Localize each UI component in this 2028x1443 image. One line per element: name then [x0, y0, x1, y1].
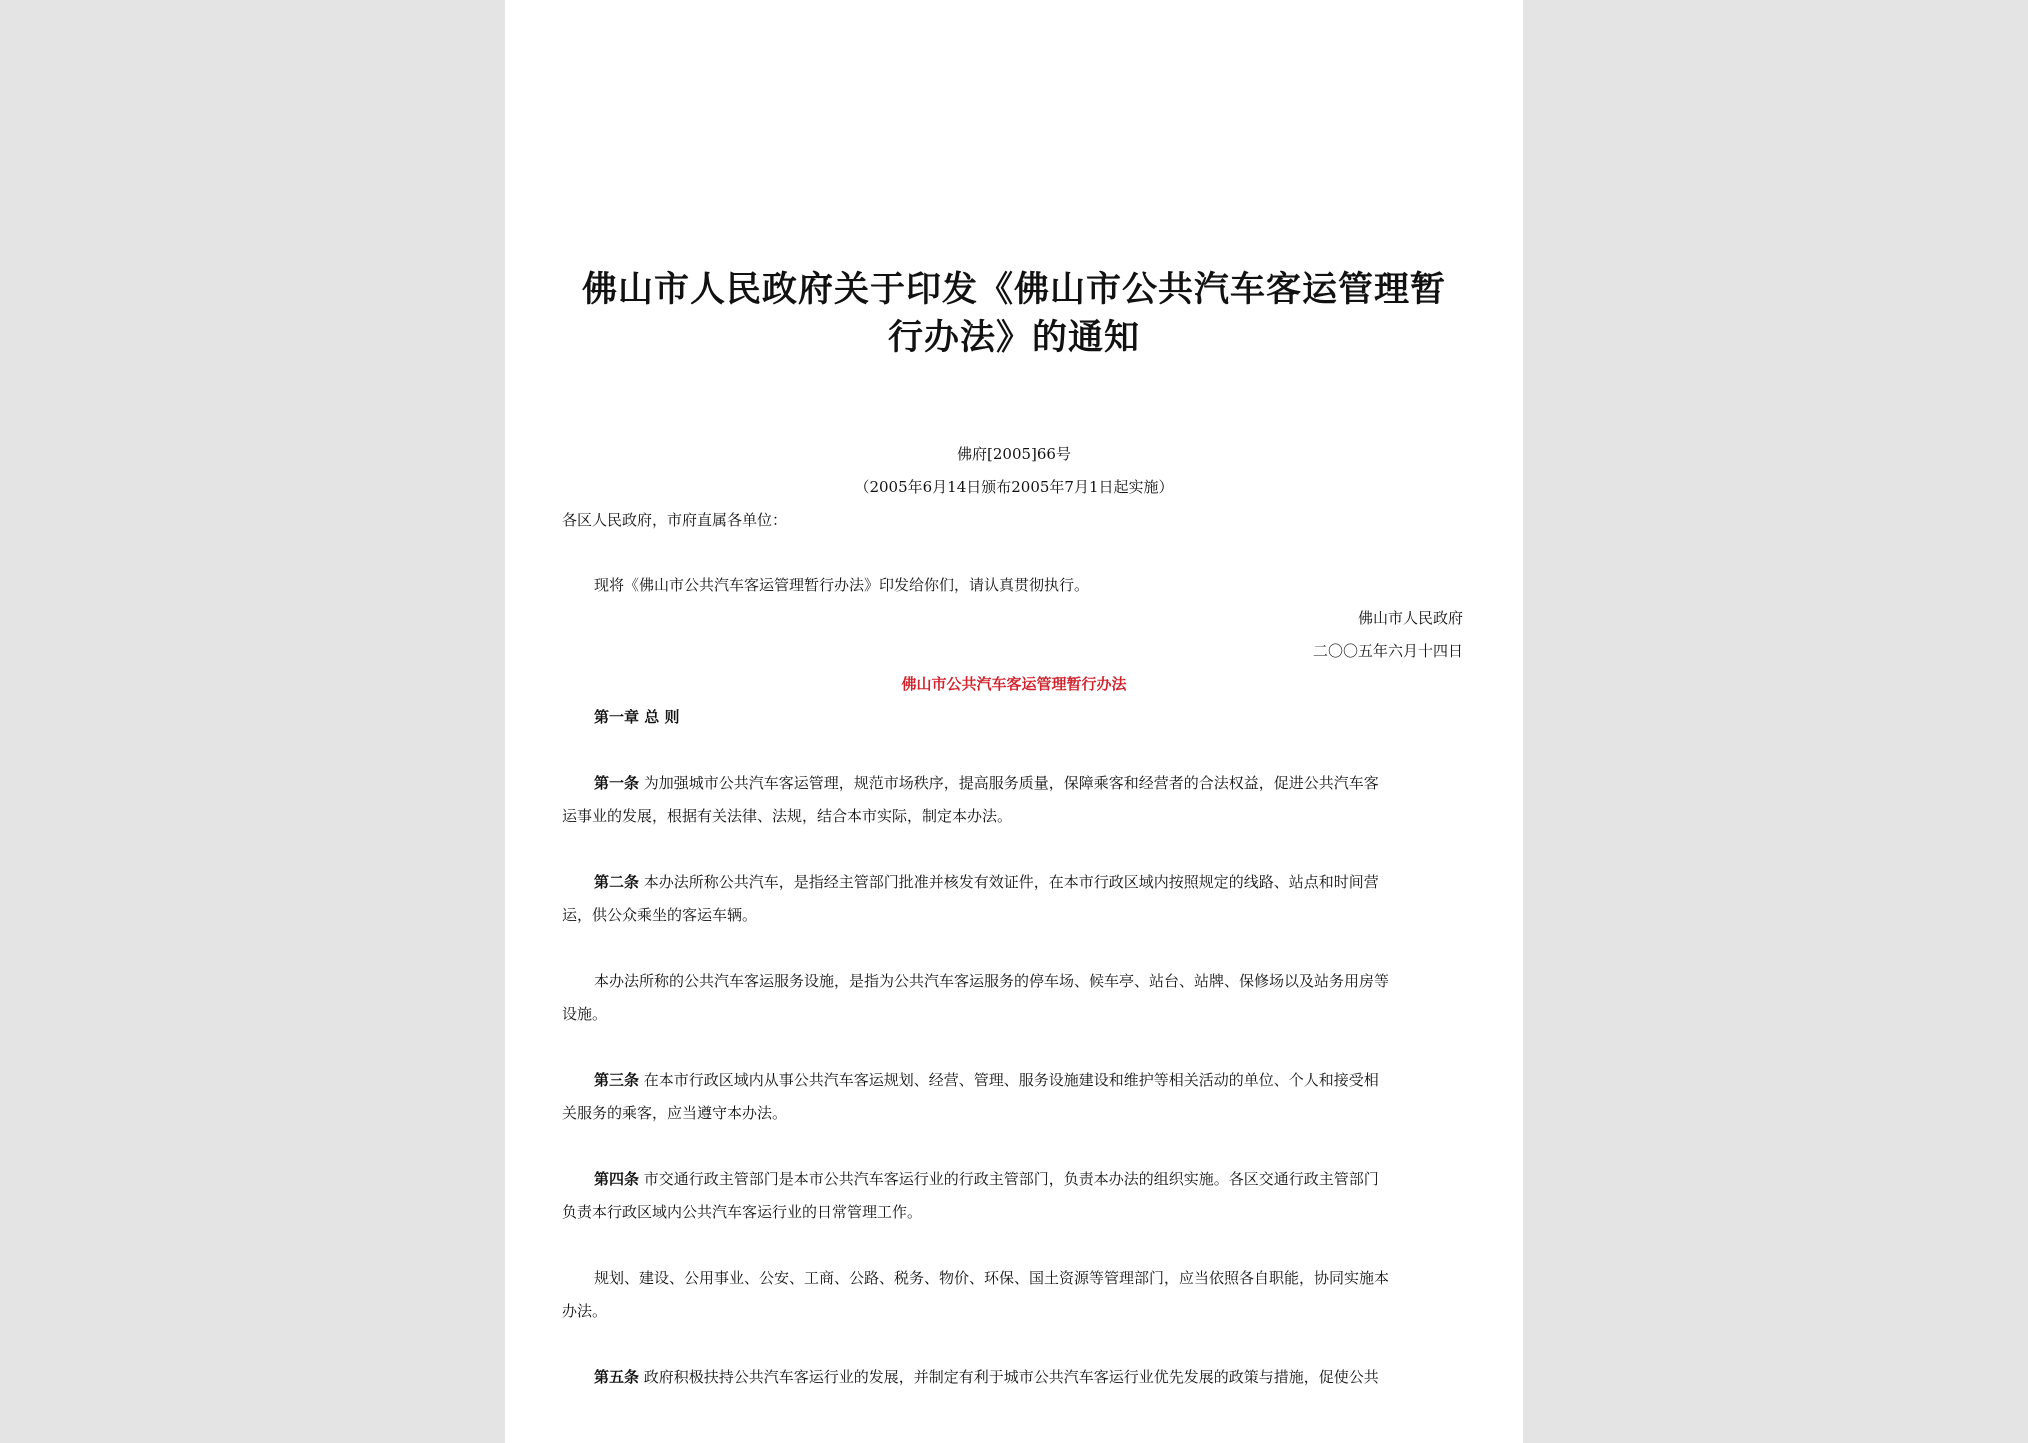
- article-text: 政府积极扶持公共汽车客运行业的发展，并制定有利于城市公共汽车客运行业优先发展的政策与措施，促使公共: [643, 1368, 1379, 1386]
- article-label: 第二条: [594, 873, 640, 891]
- article-line: [594, 772, 1379, 793]
- article-text: 市交通行政主管部门是本市公共汽车客运行业的行政主管部门，负责本办法的组织实施。各区交通行政主管部门: [643, 1170, 1379, 1188]
- article-line-continued: 运，供公众乘坐的客运车辆。: [562, 906, 758, 924]
- law-title: 佛山市公共汽车客运管理暂行办法: [901, 675, 1127, 693]
- issuer: 佛山市人民政府: [1357, 609, 1463, 627]
- article-line-continued: 运事业的发展，根据有关法律、法规，结合本市实际，制定本办法。: [562, 807, 1013, 825]
- notice-text: 现将《佛山市公共汽车客运管理暂行办法》印发给你们，请认真贯彻执行。: [594, 576, 1090, 594]
- article-line-continued: 负责本行政区域内公共汽车客运行业的日常管理工作。: [562, 1203, 923, 1221]
- article-text: 本办法所称公共汽车，是指经主管部门批准并核发有效证件，在本市行政区域内按照规定的线路、站点和时间营: [643, 873, 1379, 891]
- issue-note: （2005年6月14日颁布2005年7月1日起实施）: [854, 478, 1174, 496]
- document-title-line1: 佛山市人民政府关于印发《佛山市公共汽车客运管理暂: [581, 269, 1446, 310]
- document-title-line2: 行办法》的通知: [887, 317, 1140, 358]
- article-paragraph: 规划、建设、公用事业、公安、工商、公路、税务、物价、环保、国土资源等管理部门，应当依照各自职能，协同实施本: [594, 1269, 1390, 1287]
- chapter-heading: 第一章 总 则: [594, 708, 680, 726]
- article-line-continued: 设施。: [562, 1005, 608, 1023]
- addressee: 各区人民政府，市府直属各单位：: [562, 511, 788, 529]
- document-number: 佛府[2005]66号: [957, 445, 1071, 463]
- article-label: 第四条: [594, 1170, 640, 1188]
- article-label: 第三条: [594, 1071, 640, 1089]
- article-label: 第五条: [594, 1368, 640, 1386]
- article-text: 在本市行政区域内从事公共汽车客运规划、经营、管理、服务设施建设和维护等相关活动的单位、个人和接受相: [643, 1071, 1379, 1089]
- article-line: [594, 871, 1379, 892]
- issue-date: 二〇〇五年六月十四日: [1312, 642, 1463, 660]
- article-label: 第一条: [594, 774, 640, 792]
- article-paragraph: 本办法所称的公共汽车客运服务设施，是指为公共汽车客运服务的停车场、候车亭、站台、站牌、保修场以及站务用房等: [594, 972, 1390, 990]
- article-line: [594, 1069, 1379, 1090]
- article-text: 为加强城市公共汽车客运管理，规范市场秩序，提高服务质量，保障乘客和经营者的合法权益，促进公共汽车客: [643, 774, 1379, 792]
- article-line-continued: 关服务的乘客，应当遵守本办法。: [562, 1104, 788, 1122]
- article-line: [594, 1168, 1379, 1189]
- article-line-continued: 办法。: [562, 1302, 608, 1320]
- article-line: [594, 1366, 1379, 1387]
- document-page: [505, 0, 1523, 1443]
